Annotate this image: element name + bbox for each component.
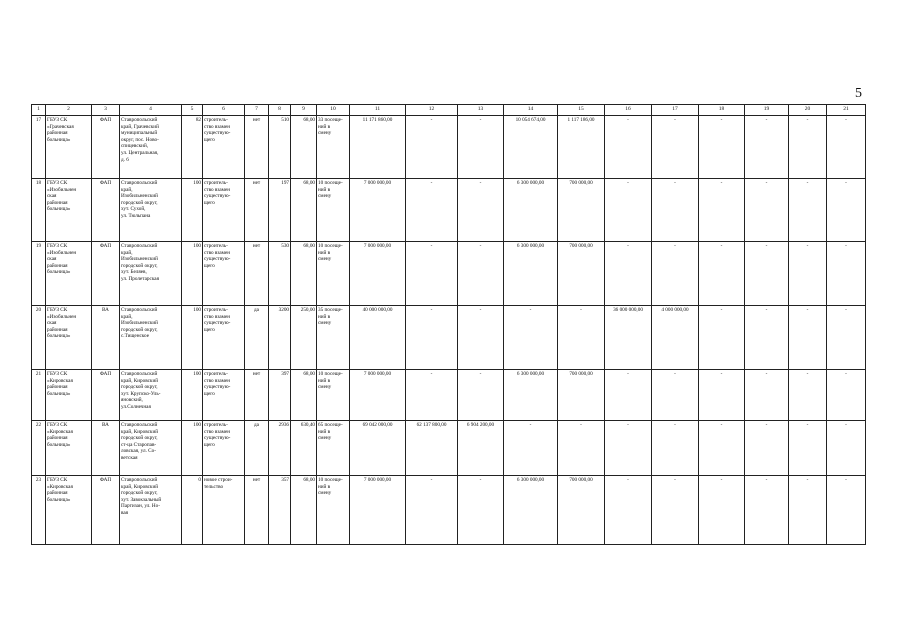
cell-col-20: - <box>789 370 827 421</box>
header-cell-13: 13 <box>458 105 504 116</box>
cell-col-17: - <box>652 370 699 421</box>
cell-col-20: - <box>789 476 827 545</box>
cell-col-17: - <box>652 179 699 242</box>
header-cell-18: 18 <box>699 105 745 116</box>
cell-col-2: ГБУЗ СК «Изобильнен ская районная больница» <box>46 242 92 306</box>
cell-col-5: 0 <box>182 476 203 545</box>
header-cell-19: 19 <box>745 105 789 116</box>
cell-col-16: - <box>605 476 652 545</box>
cell-col-3: ФАП <box>92 179 120 242</box>
cell-col-19: - <box>745 370 789 421</box>
cell-col-21: - <box>827 242 866 306</box>
table-row <box>32 370 866 421</box>
cell-col-15: - <box>558 306 605 370</box>
cell-col-8: 197 <box>269 179 291 242</box>
cell-col-7: да <box>245 421 269 476</box>
header-row <box>32 105 866 116</box>
cell-col-8: 397 <box>269 370 291 421</box>
cell-col-15: 700 000,00 <box>558 476 605 545</box>
cell-col-13: - <box>458 370 504 421</box>
cell-col-16: - <box>605 116 652 179</box>
cell-col-5: 100 <box>182 179 203 242</box>
cell-col-10: 10 посеще- ний в смену <box>317 476 350 545</box>
cell-col-7: да <box>245 306 269 370</box>
cell-col-4: Ставропольский край, Кировский городской округ, ст-ца Старопав- ловская, ул. Со- ветская <box>120 421 182 476</box>
cell-col-17: - <box>652 242 699 306</box>
cell-col-10: 35 посеще- ний в смену <box>317 306 350 370</box>
header-cell-10: 10 <box>317 105 350 116</box>
header-cell-12: 12 <box>406 105 458 116</box>
cell-col-7: нет <box>245 116 269 179</box>
cell-col-6: строитель- ство взамен существую- щего <box>203 370 245 421</box>
cell-col-3: ФАП <box>92 476 120 545</box>
cell-col-1: 22 <box>32 421 46 476</box>
cell-col-18: - <box>699 476 745 545</box>
cell-col-14: 6 300 000,00 <box>504 242 558 306</box>
cell-col-10: 65 посеще- ний в смену <box>317 421 350 476</box>
cell-col-19: - <box>745 476 789 545</box>
cell-col-10: 33 посеще- ний в смену <box>317 116 350 179</box>
cell-col-10: 10 посеще- ний в смену <box>317 242 350 306</box>
cell-col-20: - <box>789 179 827 242</box>
cell-col-19: - <box>745 421 789 476</box>
cell-col-20: - <box>789 242 827 306</box>
cell-col-9: 250,00 <box>291 306 317 370</box>
header-cell-7: 7 <box>245 105 269 116</box>
cell-col-1: 23 <box>32 476 46 545</box>
cell-col-20: - <box>789 421 827 476</box>
cell-col-4: Ставропольский край, Кировский городской округ, хут. Крупско-Уль- яновский, ул.Солнечная <box>120 370 182 421</box>
cell-col-2: ГБУЗ СК «Кировская районная больница» <box>46 421 92 476</box>
cell-col-13: - <box>458 242 504 306</box>
cell-col-14: 6 300 000,00 <box>504 179 558 242</box>
cell-col-19: - <box>745 306 789 370</box>
header-cell-6: 6 <box>203 105 245 116</box>
cell-col-8: 510 <box>269 116 291 179</box>
document-table <box>31 104 866 545</box>
cell-col-13: 6 904 200,00 <box>458 421 504 476</box>
table-row <box>32 421 866 476</box>
header-cell-15: 15 <box>558 105 605 116</box>
cell-col-9: 68,00 <box>291 116 317 179</box>
header-cell-11: 11 <box>350 105 406 116</box>
cell-col-21: - <box>827 370 866 421</box>
cell-col-9: 68,00 <box>291 179 317 242</box>
table-row <box>32 476 866 545</box>
cell-col-21: - <box>827 476 866 545</box>
cell-col-19: - <box>745 242 789 306</box>
cell-col-9: 68,00 <box>291 370 317 421</box>
cell-col-16: 36 000 000,00 <box>605 306 652 370</box>
cell-col-5: 100 <box>182 421 203 476</box>
cell-col-6: новое строи- тельство <box>203 476 245 545</box>
cell-col-13: - <box>458 116 504 179</box>
cell-col-15: 700 000,00 <box>558 242 605 306</box>
cell-col-1: 21 <box>32 370 46 421</box>
cell-col-20: - <box>789 116 827 179</box>
cell-col-20: - <box>789 306 827 370</box>
cell-col-11: 11 171 860,00 <box>350 116 406 179</box>
cell-col-18: - <box>699 421 745 476</box>
cell-col-12: - <box>406 306 458 370</box>
cell-col-13: - <box>458 476 504 545</box>
cell-col-3: ФАП <box>92 242 120 306</box>
cell-col-2: ГБУЗ СК «Грачевская районная больница» <box>46 116 92 179</box>
header-cell-17: 17 <box>652 105 699 116</box>
cell-col-17: - <box>652 421 699 476</box>
cell-col-6: строитель- ство взамен существую- щего <box>203 306 245 370</box>
cell-col-1: 18 <box>32 179 46 242</box>
cell-col-15: 1 117 186,00 <box>558 116 605 179</box>
cell-col-8: 530 <box>269 242 291 306</box>
cell-col-17: 4 000 000,00 <box>652 306 699 370</box>
cell-col-8: 2936 <box>269 421 291 476</box>
cell-col-8: 3200 <box>269 306 291 370</box>
cell-col-3: ВА <box>92 306 120 370</box>
cell-col-14: - <box>504 421 558 476</box>
header-cell-2: 2 <box>46 105 92 116</box>
cell-col-12: - <box>406 370 458 421</box>
cell-col-4: Ставропольский край, Изобильненский городской округ, с.Тищенское <box>120 306 182 370</box>
cell-col-21: - <box>827 116 866 179</box>
cell-col-5: 100 <box>182 242 203 306</box>
header-cell-14: 14 <box>504 105 558 116</box>
cell-col-6: строитель- ство взамен существую- щего <box>203 179 245 242</box>
cell-col-11: 69 042 000,00 <box>350 421 406 476</box>
cell-col-19: - <box>745 179 789 242</box>
cell-col-13: - <box>458 179 504 242</box>
cell-col-14: 6 300 000,00 <box>504 370 558 421</box>
cell-col-10: 10 посеще- ний в смену <box>317 370 350 421</box>
header-cell-8: 8 <box>269 105 291 116</box>
cell-col-13: - <box>458 306 504 370</box>
cell-col-1: 20 <box>32 306 46 370</box>
cell-col-16: - <box>605 370 652 421</box>
cell-col-6: строитель- ство взамен существую- щего <box>203 421 245 476</box>
cell-col-18: - <box>699 242 745 306</box>
cell-col-8: 357 <box>269 476 291 545</box>
cell-col-2: ГБУЗ СК «Кировская районная больница» <box>46 476 92 545</box>
cell-col-1: 17 <box>32 116 46 179</box>
cell-col-11: 40 000 000,00 <box>350 306 406 370</box>
cell-col-15: 700 000,00 <box>558 179 605 242</box>
header-cell-1: 1 <box>32 105 46 116</box>
table-row <box>32 179 866 242</box>
cell-col-18: - <box>699 116 745 179</box>
table-row <box>32 306 866 370</box>
header-cell-16: 16 <box>605 105 652 116</box>
cell-col-21: - <box>827 421 866 476</box>
cell-col-21: - <box>827 306 866 370</box>
cell-col-2: ГБУЗ СК «Изобильнен ская районная больница» <box>46 179 92 242</box>
cell-col-7: нет <box>245 242 269 306</box>
cell-col-5: 100 <box>182 370 203 421</box>
cell-col-14: 6 300 000,00 <box>504 476 558 545</box>
cell-col-12: - <box>406 116 458 179</box>
cell-col-7: нет <box>245 476 269 545</box>
cell-col-4: Ставропольский край, Кировский городской округ, хут. Завокзальный Партизан, ул. Но- вая <box>120 476 182 545</box>
cell-col-4: Ставропольский край, Изобильненский городской округ, хут. Сухой, ул. Тюльпана <box>120 179 182 242</box>
cell-col-11: 7 000 000,00 <box>350 370 406 421</box>
cell-col-3: ФАП <box>92 370 120 421</box>
page-number: 5 <box>855 86 862 101</box>
cell-col-9: 68,00 <box>291 242 317 306</box>
cell-col-6: строитель- ство взамен существую- щего <box>203 116 245 179</box>
cell-col-16: - <box>605 242 652 306</box>
cell-col-4: Ставропольский край, Изобильненский городской округ, хут. Беляев, ул. Пролетарская <box>120 242 182 306</box>
cell-col-12: - <box>406 476 458 545</box>
cell-col-17: - <box>652 476 699 545</box>
header-cell-5: 5 <box>182 105 203 116</box>
cell-col-5: 82 <box>182 116 203 179</box>
cell-col-11: 7 000 000,00 <box>350 242 406 306</box>
cell-col-18: - <box>699 306 745 370</box>
cell-col-16: - <box>605 421 652 476</box>
cell-col-1: 19 <box>32 242 46 306</box>
cell-col-3: ФАП <box>92 116 120 179</box>
cell-col-4: Ставропольский край, Грачевский муниципальный округ, пос. Ново- спицевский, ул. Центральная, д. 6 <box>120 116 182 179</box>
cell-col-9: 630,40 <box>291 421 317 476</box>
cell-col-14: - <box>504 306 558 370</box>
cell-col-2: ГБУЗ СК «Кировская районная больница» <box>46 370 92 421</box>
cell-col-11: 7 000 000,00 <box>350 476 406 545</box>
header-cell-20: 20 <box>789 105 827 116</box>
cell-col-7: нет <box>245 370 269 421</box>
cell-col-11: 7 000 000,00 <box>350 179 406 242</box>
cell-col-2: ГБУЗ СК «Изобильнен ская районная больница» <box>46 306 92 370</box>
cell-col-9: 68,00 <box>291 476 317 545</box>
header-cell-3: 3 <box>92 105 120 116</box>
table-row <box>32 116 866 179</box>
cell-col-18: - <box>699 179 745 242</box>
cell-col-5: 100 <box>182 306 203 370</box>
cell-col-3: ВА <box>92 421 120 476</box>
cell-col-10: 10 посеще- ний в смену <box>317 179 350 242</box>
cell-col-6: строитель- ство взамен существую- щего <box>203 242 245 306</box>
header-cell-9: 9 <box>291 105 317 116</box>
cell-col-15: 700 000,00 <box>558 370 605 421</box>
cell-col-18: - <box>699 370 745 421</box>
cell-col-16: - <box>605 179 652 242</box>
cell-col-14: 10 054 674,00 <box>504 116 558 179</box>
cell-col-19: - <box>745 116 789 179</box>
table-row <box>32 242 866 306</box>
cell-col-7: нет <box>245 179 269 242</box>
cell-col-12: - <box>406 242 458 306</box>
cell-col-12: - <box>406 179 458 242</box>
cell-col-15: - <box>558 421 605 476</box>
cell-col-17: - <box>652 116 699 179</box>
cell-col-12: 62 137 800,00 <box>406 421 458 476</box>
header-cell-4: 4 <box>120 105 182 116</box>
cell-col-21: - <box>827 179 866 242</box>
header-cell-21: 21 <box>827 105 866 116</box>
